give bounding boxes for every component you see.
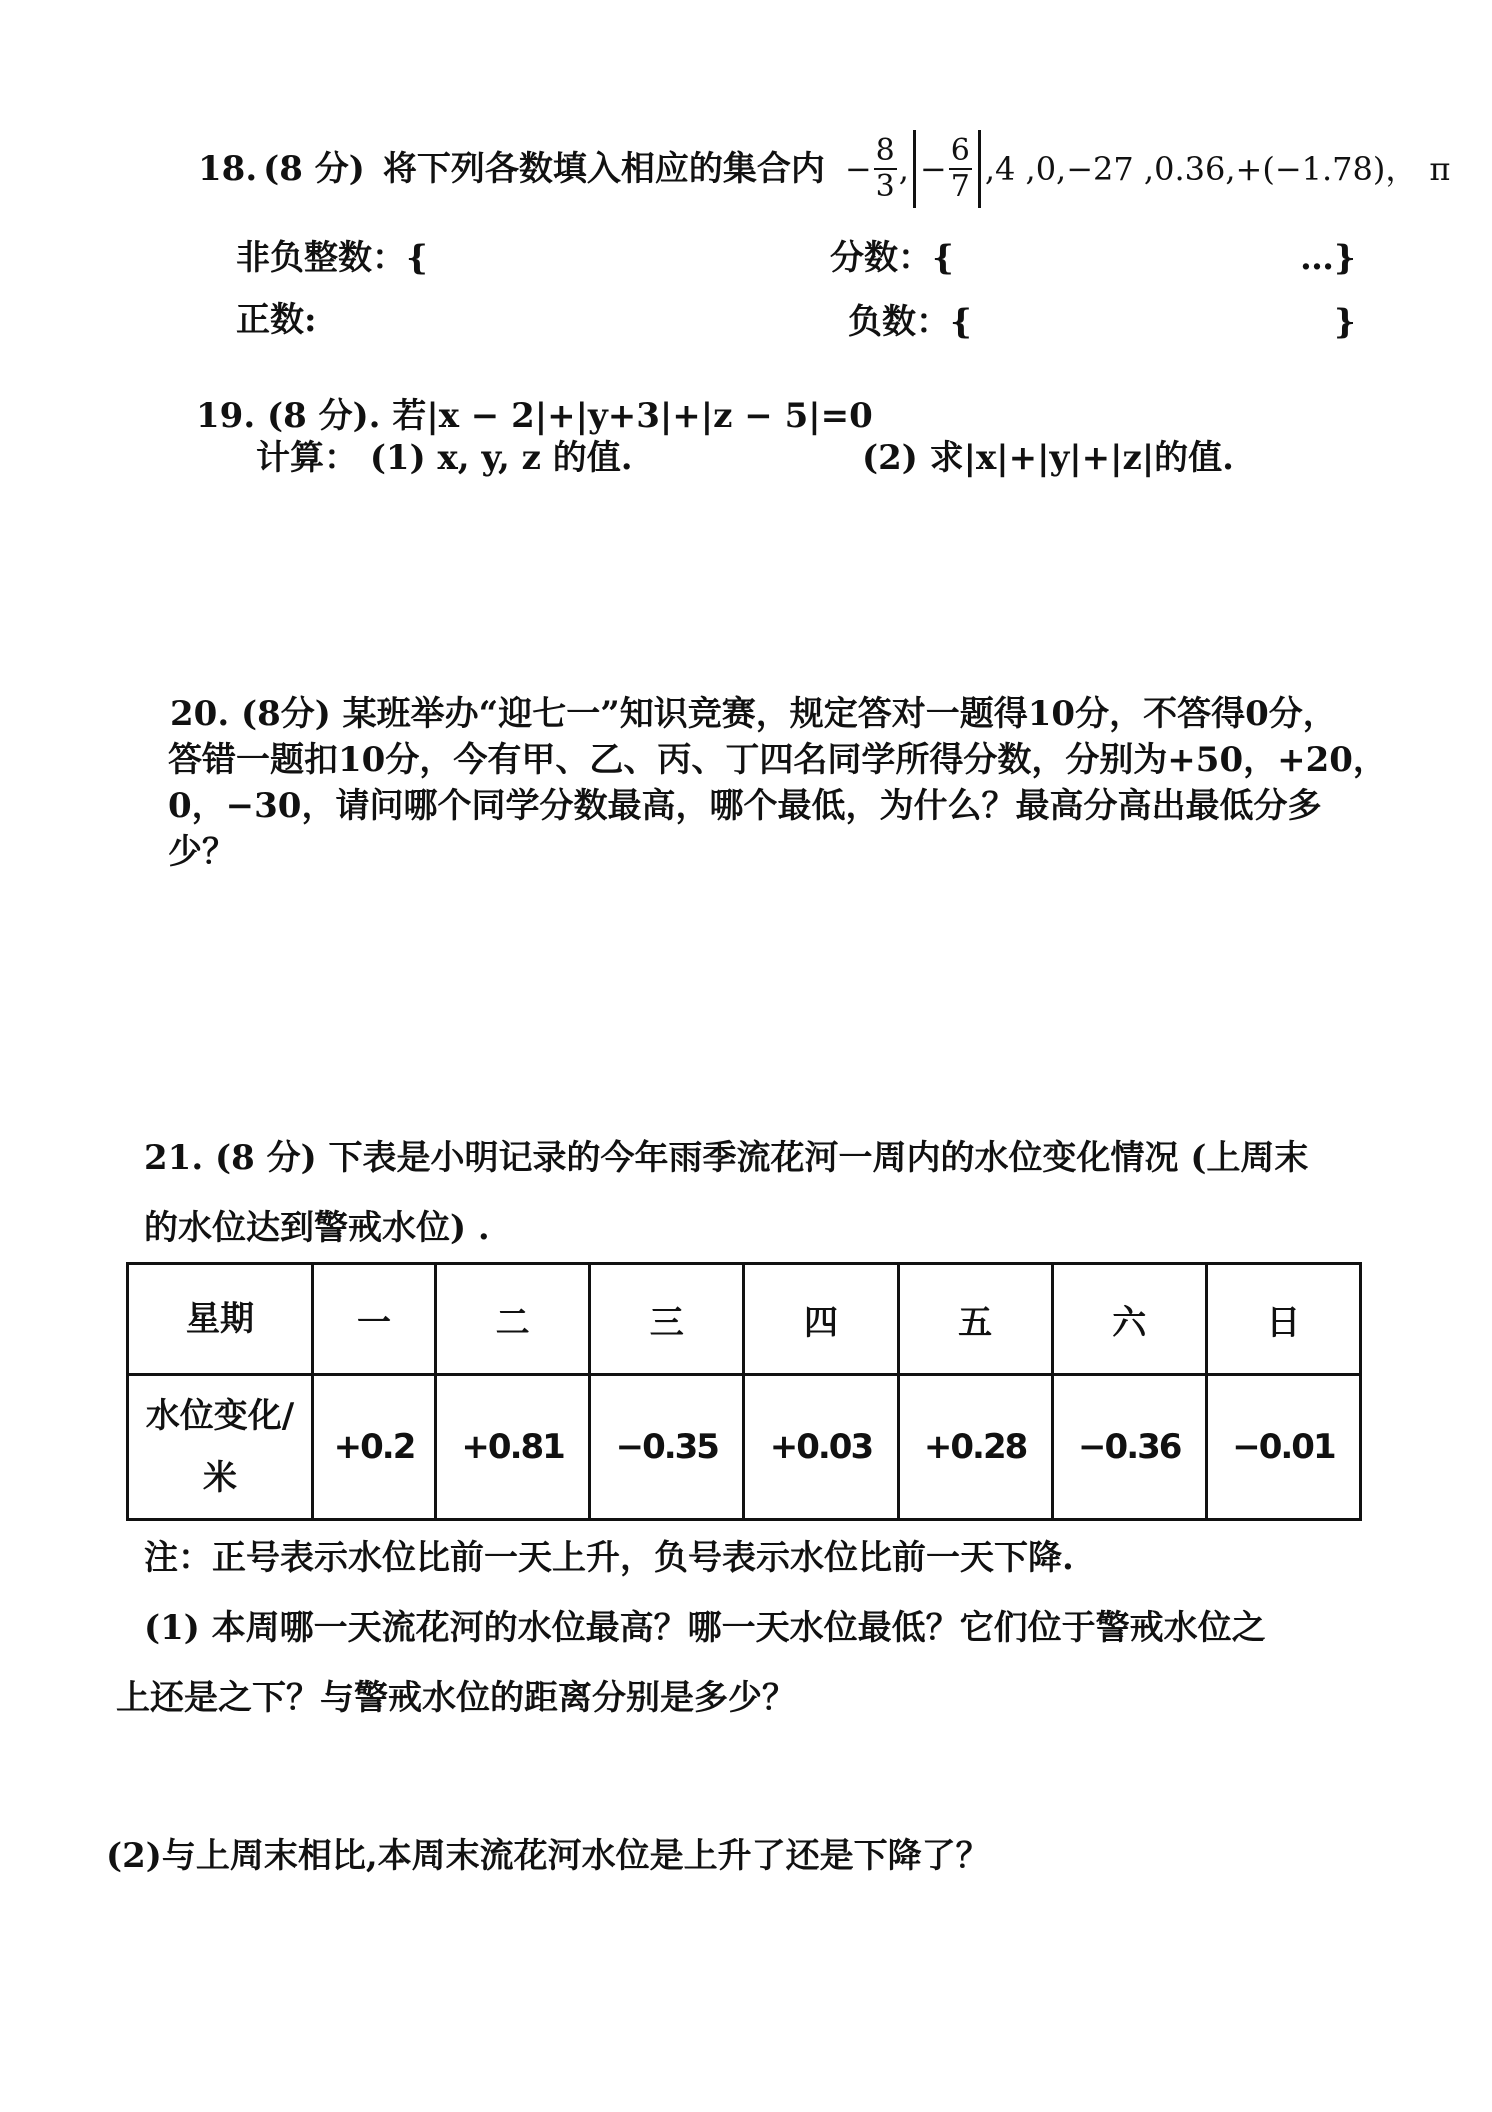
set-nonneg-integer: 非负整数：{	[236, 238, 428, 278]
q21-line-1: 21. (8 分) 下表是小明记录的今年雨季流花河一周内的水位变化情况 (上周末	[144, 1138, 1309, 1178]
q21-part2: (2)与上周末相比,本周末流花河水位是上升了还是下降了？	[106, 1836, 990, 1876]
q18-f1-denominator: 3	[875, 169, 895, 204]
q18-f2-numerator: 6	[950, 133, 970, 168]
q18-f1-numerator: 8	[875, 133, 895, 168]
q18-number-list	[845, 130, 1451, 208]
table-value-cell: +0.28	[898, 1375, 1052, 1520]
q21-line-2: 的水位达到警戒水位) .	[144, 1208, 490, 1248]
table-row	[128, 1375, 1361, 1520]
table-day-cell: 五	[898, 1264, 1052, 1375]
q19-part1: 计算： (1) x, y, z 的值.	[256, 438, 633, 478]
table-value-cell: +0.2	[313, 1375, 436, 1520]
table-value-cell: −0.35	[590, 1375, 744, 1520]
q18-rest-numbers: ,4 ,0,−27 ,0.36,+(−1.78)，	[984, 150, 1418, 188]
table-value-cell: −0.01	[1206, 1375, 1360, 1520]
table-day-cell: 二	[436, 1264, 590, 1375]
q18-f2-denominator: 7	[950, 169, 970, 204]
q18-text: 将下列各数填入相应的集合内	[382, 149, 825, 189]
q21-part1-line-2: 上还是之下？与警戒水位的距离分别是多少？	[116, 1678, 796, 1718]
table-value-cell: −0.36	[1052, 1375, 1206, 1520]
q18-pi: π	[1429, 150, 1451, 188]
table-row	[128, 1264, 1361, 1375]
q18-line	[198, 128, 1450, 210]
q21-part1-line-1: (1) 本周哪一天流花河的水位最高？哪一天水位最低？它们位于警戒水位之	[144, 1608, 1266, 1648]
q21-note: 注：正号表示水位比前一天上升，负号表示水位比前一天下降.	[144, 1538, 1074, 1578]
table-row-label: 水位变化/米	[128, 1375, 313, 1520]
q18-f1-sign: −	[844, 150, 872, 188]
table-value-cell: +0.03	[744, 1375, 898, 1520]
q18-sep1: ,	[898, 150, 909, 188]
q19-part2: (2) 求|x|+|y|+|z|的值.	[862, 438, 1235, 478]
table-day-cell: 四	[744, 1264, 898, 1375]
table-day-cell: 日	[1206, 1264, 1360, 1375]
abs-bar-right	[978, 130, 981, 208]
q20-line-2: 答错一题扣10分，今有甲、乙、丙、丁四名同学所得分数，分别为+50，+20，	[168, 740, 1387, 780]
set-negative-end: }	[1334, 302, 1356, 342]
table-day-cell: 六	[1052, 1264, 1206, 1375]
q18-fraction-2	[949, 134, 972, 204]
table-day-cell: 一	[313, 1264, 436, 1375]
q18-number: 18.	[198, 149, 258, 189]
table-header-label: 星期	[128, 1264, 313, 1375]
q20-line-4: 少？	[168, 832, 236, 872]
set-fraction: 分数：{	[830, 238, 954, 278]
q19-line: 19. (8 分). 若|x − 2|+|y+3|+|z − 5|=0	[196, 396, 873, 436]
water-level-table	[126, 1262, 1362, 1521]
q18-score: (8 分)	[263, 149, 365, 189]
set-positive: 正数:	[236, 300, 317, 340]
set-negative: 负数：{	[848, 302, 972, 342]
q20-line-3: 0，−30，请问哪个同学分数最高，哪个最低，为什么？最高分高出最低分多	[168, 786, 1322, 826]
table-day-cell: 三	[590, 1264, 744, 1375]
set-fraction-end: …}	[1300, 238, 1356, 278]
table-value-cell: +0.81	[436, 1375, 590, 1520]
q18-fraction-1	[874, 134, 897, 204]
q20-line-1: 20. (8分) 某班举办“迎七一”知识竞赛，规定答对一题得10分，不答得0分，	[170, 694, 1337, 734]
q18-f2-sign: −	[919, 150, 947, 188]
abs-bar-left	[913, 130, 916, 208]
